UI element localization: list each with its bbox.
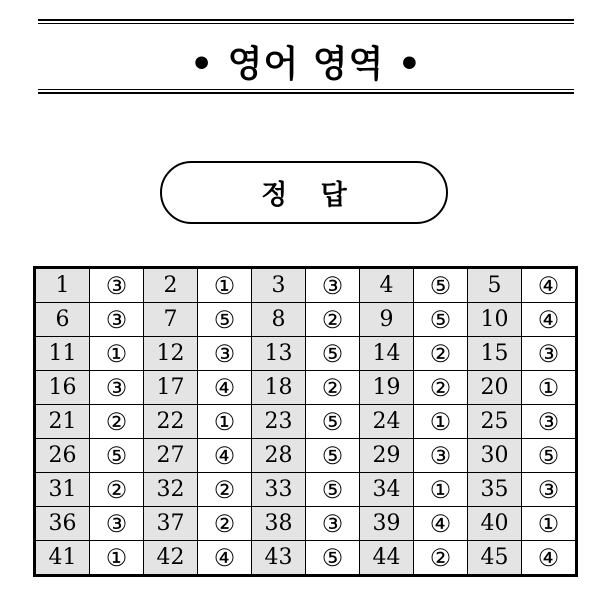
question-number: 27 xyxy=(144,439,198,473)
top-rule-inner xyxy=(38,23,574,24)
question-number: 36 xyxy=(35,507,90,541)
answer-choice: ② xyxy=(414,371,468,405)
question-number: 28 xyxy=(252,439,306,473)
question-number: 32 xyxy=(144,473,198,507)
question-number: 23 xyxy=(252,405,306,439)
table-row xyxy=(35,439,577,473)
table-row xyxy=(35,507,577,541)
question-number: 18 xyxy=(252,371,306,405)
question-number: 13 xyxy=(252,337,306,371)
question-number: 9 xyxy=(360,303,414,337)
answer-choice: ③ xyxy=(414,439,468,473)
bottom-rule-outer xyxy=(38,92,574,94)
answer-choice: ③ xyxy=(306,268,360,303)
answer-choice: ⑤ xyxy=(306,541,360,576)
answer-choice: ② xyxy=(198,473,252,507)
question-number: 37 xyxy=(144,507,198,541)
question-number: 35 xyxy=(468,473,522,507)
question-number: 40 xyxy=(468,507,522,541)
answer-choice: ② xyxy=(90,405,144,439)
question-number: 31 xyxy=(35,473,90,507)
answer-choice: ④ xyxy=(198,439,252,473)
question-number: 14 xyxy=(360,337,414,371)
answer-choice: ③ xyxy=(90,303,144,337)
top-rule-outer xyxy=(38,19,574,21)
answer-choice: ④ xyxy=(522,303,577,337)
question-number: 16 xyxy=(35,371,90,405)
answer-choice: ⑤ xyxy=(90,439,144,473)
question-number: 34 xyxy=(360,473,414,507)
question-number: 11 xyxy=(35,337,90,371)
question-number: 26 xyxy=(35,439,90,473)
answer-choice: ⑤ xyxy=(306,337,360,371)
question-number: 17 xyxy=(144,371,198,405)
question-number: 15 xyxy=(468,337,522,371)
answer-choice: ② xyxy=(306,371,360,405)
question-number: 20 xyxy=(468,371,522,405)
question-number: 22 xyxy=(144,405,198,439)
question-number: 38 xyxy=(252,507,306,541)
table-row xyxy=(35,405,577,439)
table-row xyxy=(35,473,577,507)
question-number: 19 xyxy=(360,371,414,405)
question-number: 29 xyxy=(360,439,414,473)
answer-choice: ⑤ xyxy=(198,303,252,337)
question-number: 24 xyxy=(360,405,414,439)
answer-choice: ⑤ xyxy=(306,473,360,507)
question-number: 8 xyxy=(252,303,306,337)
answer-choice: ② xyxy=(414,337,468,371)
answer-table-body xyxy=(35,268,577,576)
question-number: 10 xyxy=(468,303,522,337)
answer-choice: ③ xyxy=(90,371,144,405)
answer-choice: ① xyxy=(198,268,252,303)
answer-choice: ⑤ xyxy=(414,303,468,337)
question-number: 4 xyxy=(360,268,414,303)
question-number: 21 xyxy=(35,405,90,439)
answer-choice: ② xyxy=(306,303,360,337)
answer-choice: ⑤ xyxy=(306,405,360,439)
question-number: 3 xyxy=(252,268,306,303)
question-number: 7 xyxy=(144,303,198,337)
answer-choice: ③ xyxy=(522,337,577,371)
answer-key-label: 정 답 xyxy=(160,161,448,224)
answer-choice: ① xyxy=(90,337,144,371)
table-row xyxy=(35,303,577,337)
answer-choice: ③ xyxy=(306,507,360,541)
bottom-rule-inner xyxy=(38,89,574,90)
answer-choice: ④ xyxy=(522,268,577,303)
question-number: 45 xyxy=(468,541,522,576)
answer-choice: ① xyxy=(90,541,144,576)
answer-choice: ① xyxy=(522,507,577,541)
question-number: 25 xyxy=(468,405,522,439)
table-row xyxy=(35,541,577,576)
table-row xyxy=(35,371,577,405)
answer-choice: ② xyxy=(414,541,468,576)
answer-choice: ④ xyxy=(414,507,468,541)
question-number: 39 xyxy=(360,507,414,541)
table-row xyxy=(35,268,577,303)
table-row xyxy=(35,337,577,371)
section-title: • 영어 영역 • xyxy=(190,43,422,85)
answer-choice: ① xyxy=(522,371,577,405)
answer-table xyxy=(33,266,578,577)
answer-choice: ③ xyxy=(90,268,144,303)
answer-choice: ③ xyxy=(198,337,252,371)
question-number: 33 xyxy=(252,473,306,507)
question-number: 43 xyxy=(252,541,306,576)
answer-choice: ① xyxy=(414,405,468,439)
answer-choice: ③ xyxy=(522,473,577,507)
answer-choice: ③ xyxy=(90,507,144,541)
answer-choice: ⑤ xyxy=(306,439,360,473)
answer-choice: ④ xyxy=(198,371,252,405)
question-number: 42 xyxy=(144,541,198,576)
question-number: 41 xyxy=(35,541,90,576)
answer-choice: ① xyxy=(198,405,252,439)
question-number: 1 xyxy=(35,268,90,303)
question-number: 2 xyxy=(144,268,198,303)
answer-choice: ⑤ xyxy=(522,439,577,473)
answer-choice: ① xyxy=(414,473,468,507)
answer-choice: ② xyxy=(198,507,252,541)
answer-choice: ② xyxy=(90,473,144,507)
answer-choice: ④ xyxy=(522,541,577,576)
answer-choice: ③ xyxy=(522,405,577,439)
question-number: 5 xyxy=(468,268,522,303)
question-number: 44 xyxy=(360,541,414,576)
question-number: 30 xyxy=(468,439,522,473)
question-number: 6 xyxy=(35,303,90,337)
question-number: 12 xyxy=(144,337,198,371)
answer-choice: ⑤ xyxy=(414,268,468,303)
answer-choice: ④ xyxy=(198,541,252,576)
